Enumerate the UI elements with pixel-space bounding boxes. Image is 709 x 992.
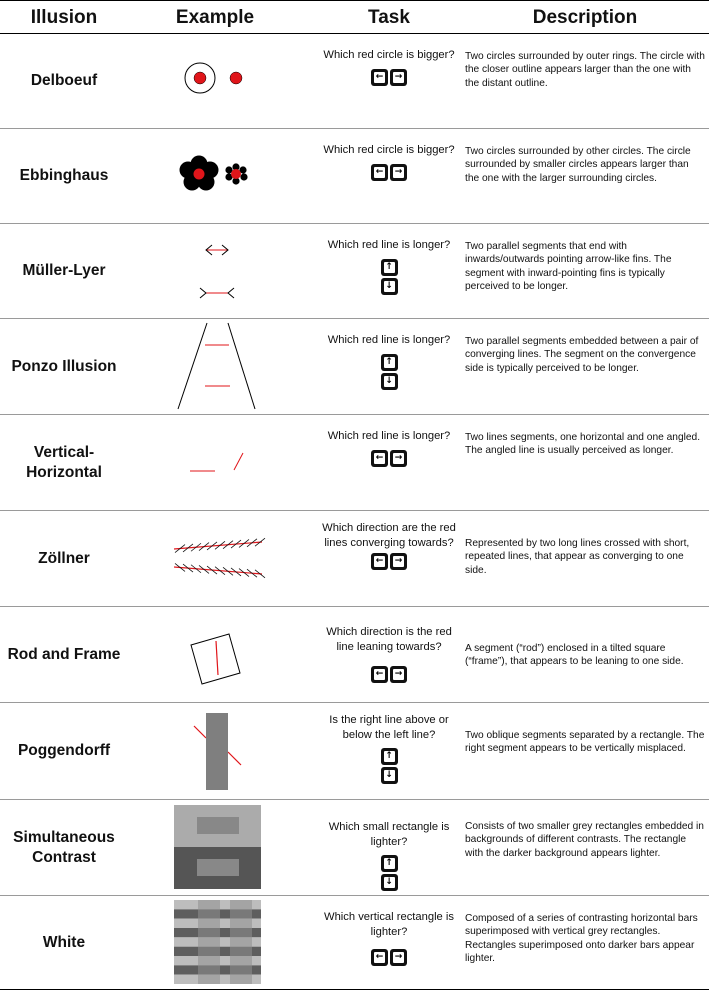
poggendorff-figure [140,703,290,800]
task-cell [318,238,460,295]
example-vertical-horizontal [140,415,290,510]
down-arrow-key-icon: ↓ [381,767,398,784]
example-white [140,896,290,989]
illusion-name: White [42,933,86,951]
arrow-keys [318,748,460,784]
arrow-keys [318,553,460,570]
description-text: Two oblique segments separated by a rectangle. The right segment appears to be vertically misplaced. [465,730,705,755]
example-ponzo [140,319,290,414]
task-cell [318,521,460,570]
task-text: Which red circle is bigger? [323,49,455,61]
description-text: Two circles surrounded by outer rings. The circle with the closer outline appears larger than the one with the distant outline. [465,51,705,89]
left-arrow-key-icon: ← [371,164,388,181]
header-illusion: Illusion [30,7,98,28]
example-muller-lyer [140,224,290,318]
description-text: Two parallel segments that end with inwards/outwards pointing arrow-like fins. The segment with inward-pointing fins is typically perceived to be longer. [465,241,672,293]
description-text: Composed of a series of contrasting horizontal bars superimposed with vertical grey rectangles. Rectangles superimposed onto darker bars appear lighter. [465,913,698,965]
task-cell [318,910,460,966]
arrow-keys [318,69,460,86]
table-row [0,607,709,703]
muller-lyer-figure [140,224,290,319]
arrow-keys [318,855,460,891]
right-arrow-key-icon: → [390,666,407,683]
up-arrow-key-icon: ↑ [381,354,398,371]
illusion-name: Müller-Lyer [22,262,106,279]
white-figure [140,896,290,990]
up-arrow-key-icon: ↑ [381,855,398,872]
illusion-name: Poggendorff [17,742,111,759]
left-arrow-key-icon: ← [371,666,388,683]
description-text: Two circles surrounded by other circles. The circle surrounded by smaller circles appears larger than the one with the larger surrounding circles. [465,146,691,184]
table-row [0,415,709,511]
example-simultaneous-contrast [140,800,290,895]
arrow-keys [318,259,460,295]
up-arrow-key-icon: ↑ [381,259,398,276]
table-row [0,34,709,129]
right-arrow-key-icon: → [390,69,407,86]
up-arrow-key-icon: ↑ [381,748,398,765]
vertical-horizontal-figure [140,415,290,511]
rod-and-frame-figure [140,607,290,703]
task-cell [318,143,460,181]
task-text: Which red line is longer? [327,430,451,442]
ponzo-figure [140,319,290,415]
arrow-keys [318,164,460,181]
left-arrow-key-icon: ← [371,69,388,86]
task-text: Which direction are the red lines converging towards? [322,522,456,549]
zollner-figure [140,511,290,607]
illusion-name: Rod and Frame [7,645,121,663]
task-text: Which direction is the red line leaning towards? [326,626,452,653]
left-arrow-key-icon: ← [371,450,388,467]
illusion-name: Zöllner [38,549,90,567]
description-text: Two lines segments, one horizontal and one angled. The angled line is usually perceived as longer. [465,432,701,457]
table-row [0,896,709,990]
illusion-name: Ponzo Illusion [11,357,117,375]
delboeuf-figure [140,34,290,129]
example-delboeuf [140,34,290,128]
example-poggendorff [140,703,290,799]
table-row [0,129,709,224]
example-rod-and-frame [140,607,290,702]
simultaneous-contrast-figure [140,800,290,896]
down-arrow-key-icon: ↓ [381,278,398,295]
description-text: A segment (“rod”) enclosed in a tilted square (“frame”), that appears to be leaning to one side. [465,643,684,668]
illusion-name: Delboeuf [30,72,98,89]
down-arrow-key-icon: ↓ [381,373,398,390]
task-cell [318,333,460,390]
right-arrow-key-icon: → [390,450,407,467]
task-text: Is the right line above or below the left line? [329,714,449,741]
task-cell [318,429,460,467]
illusion-name: Ebbinghaus [19,167,109,184]
arrow-keys [318,354,460,390]
task-text: Which red line is longer? [327,239,451,251]
task-text: Which red line is longer? [327,334,451,346]
example-ebbinghaus [140,129,290,223]
task-cell [318,713,460,784]
description-text: Two parallel segments embedded between a pair of converging lines. The segment on the convergence side is typically perceived to be longer. [465,336,699,374]
example-zollner [140,511,290,606]
left-arrow-key-icon: ← [371,553,388,570]
header-description: Description [532,7,638,28]
header-example: Example [175,7,255,28]
task-cell [318,625,460,683]
task-text: Which vertical rectangle is lighter? [324,911,454,938]
task-text: Which red circle is bigger? [323,144,455,156]
arrow-keys [318,949,460,966]
table-row [0,703,709,800]
header-task: Task [368,7,410,28]
task-text: Which small rectangle is lighter? [328,821,450,848]
illusion-name: Vertical-Horizontal [26,443,102,481]
table-row [0,319,709,415]
right-arrow-key-icon: → [390,553,407,570]
table-row [0,224,709,319]
ebbinghaus-figure [140,129,290,224]
down-arrow-key-icon: ↓ [381,874,398,891]
right-arrow-key-icon: → [390,164,407,181]
task-cell [318,820,460,891]
right-arrow-key-icon: → [390,949,407,966]
table-row [0,800,709,896]
task-cell [318,48,460,86]
illusion-name: Simultaneous Contrast [13,828,115,866]
arrow-keys [318,450,460,467]
description-text: Consists of two smaller grey rectangles embedded in backgrounds of different contrasts. The rectangle with the darker background appears lighter. [465,821,704,859]
left-arrow-key-icon: ← [371,949,388,966]
arrow-keys [318,666,460,683]
table-header [0,0,709,34]
table-row [0,511,709,607]
description-text: Represented by two long lines crossed with short, repeated lines, that appear as converging to one side. [465,538,690,576]
